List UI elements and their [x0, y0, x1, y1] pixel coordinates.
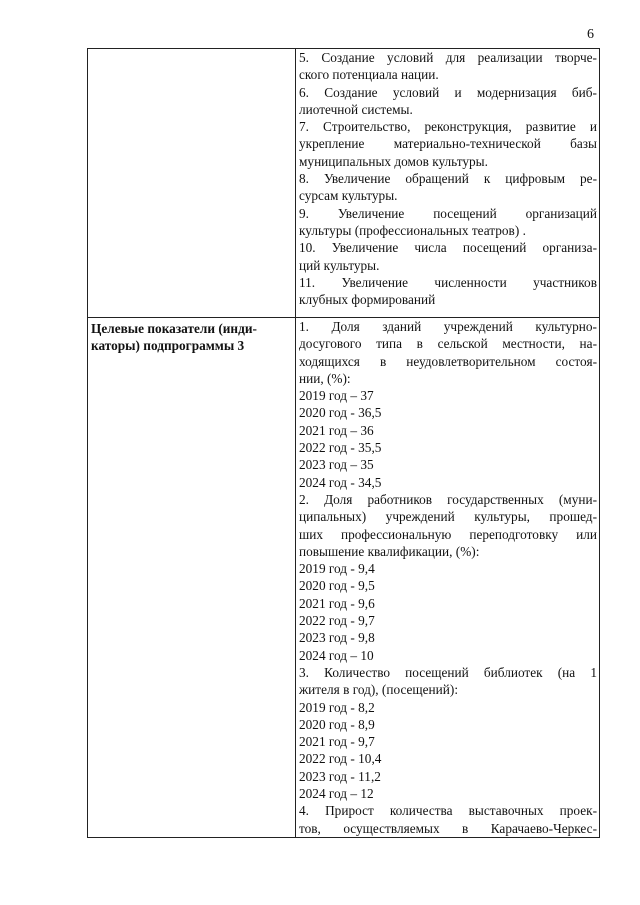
text-line: 4. Прирост количества выставочных проек-	[299, 803, 597, 819]
text-line: 5. Создание условий для реализации творче-	[299, 50, 597, 65]
page-number: 6	[587, 27, 594, 42]
text-line: 2019 год - 9,4	[299, 561, 375, 577]
row1-label-cell	[88, 49, 296, 318]
text-line: 2021 год - 9,6	[299, 595, 375, 611]
text-line: сурсам культуры.	[299, 188, 398, 204]
text-line: 2020 год - 8,9	[299, 716, 375, 732]
row1-content-cell	[296, 49, 600, 318]
table-row-target-indicators	[88, 318, 600, 838]
text-line: 2022 год - 10,4	[299, 751, 382, 767]
row2-label-line-1: Целевые показатели (инди-	[91, 321, 257, 336]
text-line: 2022 год - 9,7	[299, 613, 375, 629]
text-line: 2023 год - 11,2	[299, 768, 381, 784]
text-line: ших профессиональную переподготовку или	[299, 526, 597, 542]
text-line: 2019 год – 37	[299, 388, 374, 404]
text-line: 2023 год - 9,8	[299, 630, 375, 646]
text-line: 2021 год - 9,7	[299, 734, 375, 750]
text-line: 2019 год - 8,2	[299, 699, 375, 715]
text-line: 2020 год - 9,5	[299, 578, 375, 594]
text-line: 2020 год - 36,5	[299, 405, 382, 421]
table-row-expected-results	[88, 49, 600, 318]
text-line: 1. Доля зданий учреждений культурно-	[299, 319, 597, 334]
row2-content-cell	[296, 318, 600, 838]
row2-label-line-2: каторы) подпрограммы 3	[91, 338, 245, 354]
text-line: 2021 год – 36	[299, 422, 374, 438]
text-line: нии, (%):	[299, 370, 351, 386]
text-line: 3. Количество посещений библиотек (на 1	[299, 664, 597, 680]
text-line: лиотечной системы.	[299, 101, 413, 117]
text-line: 7. Строительство, реконструкция, развитие и	[299, 119, 597, 135]
text-line: укрепление материально-технической базы	[299, 136, 597, 152]
text-line: 2. Доля работников государственных (муни-	[299, 491, 597, 507]
row2-lines	[299, 318, 597, 837]
text-line: ций культуры.	[299, 257, 380, 273]
text-line: 2024 год – 10	[299, 647, 374, 663]
text-line: 11. Увеличение численности участников	[299, 274, 597, 290]
text-line: 8. Увеличение обращений к цифровым ре-	[299, 171, 597, 187]
text-line: 2023 год – 35	[299, 457, 374, 473]
subprogram-table	[87, 48, 600, 838]
text-line: ского потенциала нации.	[299, 67, 439, 83]
text-line: 6. Создание условий и модернизация биб-	[299, 84, 597, 100]
text-line: жителя в год), (посещений):	[299, 682, 459, 698]
text-line: клубных формирований	[299, 292, 436, 308]
text-line: 2024 год – 12	[299, 786, 374, 802]
row2-label-cell	[88, 318, 296, 838]
text-line: 9. Увеличение посещений организаций	[299, 205, 597, 221]
row1-lines	[299, 49, 597, 308]
text-line: 10. Увеличение числа посещений организа-	[299, 240, 597, 256]
text-line: муниципальных домов культуры.	[299, 153, 488, 169]
text-line: ходящихся в неудовлетворительном состоя-	[299, 353, 597, 369]
text-line: 2022 год - 35,5	[299, 440, 382, 456]
text-line: 2024 год - 34,5	[299, 474, 382, 490]
text-line: повышение квалификации, (%):	[299, 543, 480, 559]
text-line: досугового типа в сельской местности, на-	[299, 336, 597, 352]
text-line: культуры (профессиональных театров) .	[299, 222, 526, 238]
text-line: ципальных) учреждений культуры, прошед-	[299, 509, 597, 525]
text-line: тов, осуществляемых в Карачаево-Черкес-	[299, 820, 597, 836]
